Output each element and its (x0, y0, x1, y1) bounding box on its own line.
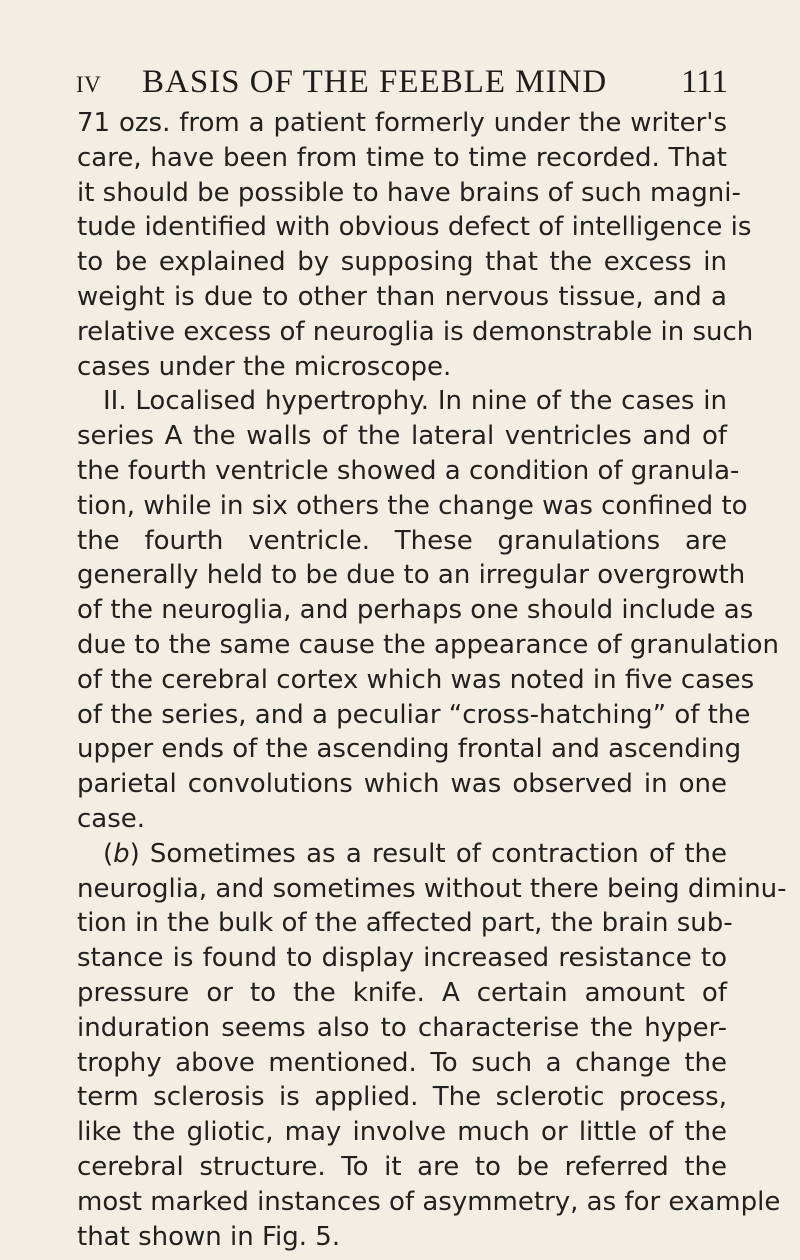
text-line: parietal convolutions which was observed in one (77, 769, 727, 800)
body-text (77, 106, 787, 1254)
text-line: of the series, and a peculiar “cross-hatching” of the (77, 699, 751, 730)
section-label: (b) (103, 838, 140, 869)
text-line: cases under the microscope. (77, 351, 452, 382)
text-line: due to the same cause the appearance of granulation (77, 629, 779, 660)
text-line: trophy above mentioned. To such a change the (77, 1047, 727, 1078)
text-line: to be explained by supposing that the excess in (77, 247, 727, 278)
paragraph-first-line (77, 837, 727, 872)
chapter-number: IV (76, 72, 102, 97)
text-line: it should be possible to have brains of such magni- (77, 177, 741, 208)
text-line: that shown in Fig. 5. (77, 1221, 341, 1252)
text-line: care, have been from time to time recorded. That (77, 142, 727, 173)
text-line: most marked instances of asymmetry, as for example (77, 1186, 781, 1217)
running-title: BASIS OF THE FEEBLE MIND (142, 64, 608, 100)
text-line: of the neuroglia, and perhaps one should include as (77, 595, 754, 626)
text-line: the fourth ventricle. These granulations are (77, 525, 727, 556)
text-line: tude identified with obvious defect of intelligence is (77, 212, 752, 243)
text-line: 71 ozs. from a patient formerly under the writer's (77, 108, 727, 138)
text-line: tion, while in six others the change was confined to (77, 490, 748, 521)
text-line: tion in the bulk of the affected part, the brain sub- (77, 908, 733, 939)
text-line: term sclerosis is applied. The sclerotic process, (77, 1082, 727, 1113)
text-line: case. (77, 803, 146, 834)
text-line: stance is found to display increased resistance to (77, 943, 727, 974)
text-line: like the gliotic, may involve much or little of the (77, 1117, 727, 1148)
text-line: upper ends of the ascending frontal and ascending (77, 734, 742, 765)
paragraph-first-line: II. Localised hypertrophy. In nine of the cases in (103, 386, 727, 417)
text-line: generally held to be due to an irregular overgrowth (77, 560, 746, 591)
text-line: weight is due to other than nervous tissue, and a (77, 281, 727, 312)
section-line-text: Sometimes as a result of contraction of the (149, 838, 727, 869)
page-number: 111 (680, 64, 728, 100)
text-line: induration seems also to characterise the hyper- (77, 1012, 727, 1043)
text-line: of the cerebral cortex which was noted in five cases (77, 664, 755, 695)
text-line: series A the walls of the lateral ventricles and of (77, 421, 727, 452)
text-line: relative excess of neuroglia is demonstrable in such (77, 316, 754, 347)
text-line: the fourth ventricle showed a condition of granula- (77, 455, 740, 486)
running-head (76, 64, 728, 104)
text-line: neuroglia, and sometimes without there being diminu- (77, 873, 787, 904)
text-line: pressure or to the knife. A certain amount of (77, 977, 727, 1008)
text-line: cerebral structure. To it are to be referred the (77, 1151, 727, 1182)
